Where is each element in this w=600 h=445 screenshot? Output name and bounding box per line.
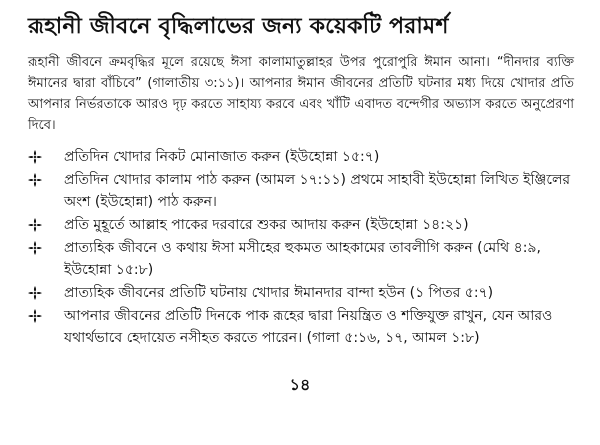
page-number: ১৪ [289, 375, 311, 394]
list-item-text: প্রাত্যহিক জীবনের প্রতিটি ঘটনায় খোদার ঈমানদার বান্দা হউন (১ পিতর ৫:৭) [64, 285, 494, 301]
list-item-text: প্রতি মুহূর্তে আল্লাহ পাকের দরবারে শুকর আদায় করুন (ইউহোন্না ১৪:২১) [64, 217, 469, 233]
list-item [28, 237, 574, 281]
list-item [28, 305, 574, 349]
four-petal-cross-icon [28, 146, 64, 164]
page-title: রূহানী জীবনে বৃদ্ধিলাভের জন্য কয়েকটি পরামর্শ [28, 14, 449, 39]
list-item-text: প্রতিদিন খোদার কালাম পাঠ করুন (আমল ১৭:১১) প্রথমে সাহাবী ইউহোন্না লিখিত ইঞ্জিলের অংশ (ইউহোন্না) পাঠ করুন। [64, 172, 571, 210]
list-item-text: আপনার জীবনের প্রতিটি দিনকে পাক রূহের দ্বারা নিয়ন্ত্রিত ও শক্তিযুক্ত রাখুন, যেন আরও যথার্থভাবে হেদায়েত নসীহত করতে পারেন। (গালা ৫:১৬, ১৭, আমল ১:৮) [64, 308, 553, 346]
list-item [28, 214, 574, 236]
tips-list [28, 146, 574, 349]
four-petal-cross-icon [28, 282, 64, 300]
list-item [28, 146, 574, 168]
list-item [28, 282, 574, 304]
list-item-text: প্রতিদিন খোদার নিকট মোনাজাত করুন (ইউহোন্না ১৫:৭) [64, 149, 380, 165]
four-petal-cross-icon [28, 305, 64, 323]
list-item [28, 169, 574, 213]
four-petal-cross-icon [28, 214, 64, 232]
four-petal-cross-icon [28, 237, 64, 255]
intro-paragraph: রূহানী জীবনে ক্রমবৃদ্ধির মূলে রয়েছে ঈসা কালামাতুল্লাহর উপর পুরোপুরি ঈমান আনা। “দীনদার ব্যক্তি ঈমানের দ্বারা বাঁচিবে” (গালাতীয় ৩:১১)। আপনার ঈমান জীবনের প্রতিটি ঘটনার মধ্য দিয়ে খোদার প্রতি আপনার নির্ভরতাকে আরও দৃঢ় করতে সাহায্য করবে এবং খাঁটি এবাদত বন্দেগীর অভ্যাস করতে অনুপ্রেরণা দিবে। [28, 55, 574, 133]
list-item-text: প্রাত্যহিক জীবনে ও কথায় ঈসা মসীহের হুকমত আহকামের তাবলীগি করুন (মেথি ৪:৯, ইউহোন্না ১৫:৮) [64, 240, 541, 278]
four-petal-cross-icon [28, 169, 64, 187]
